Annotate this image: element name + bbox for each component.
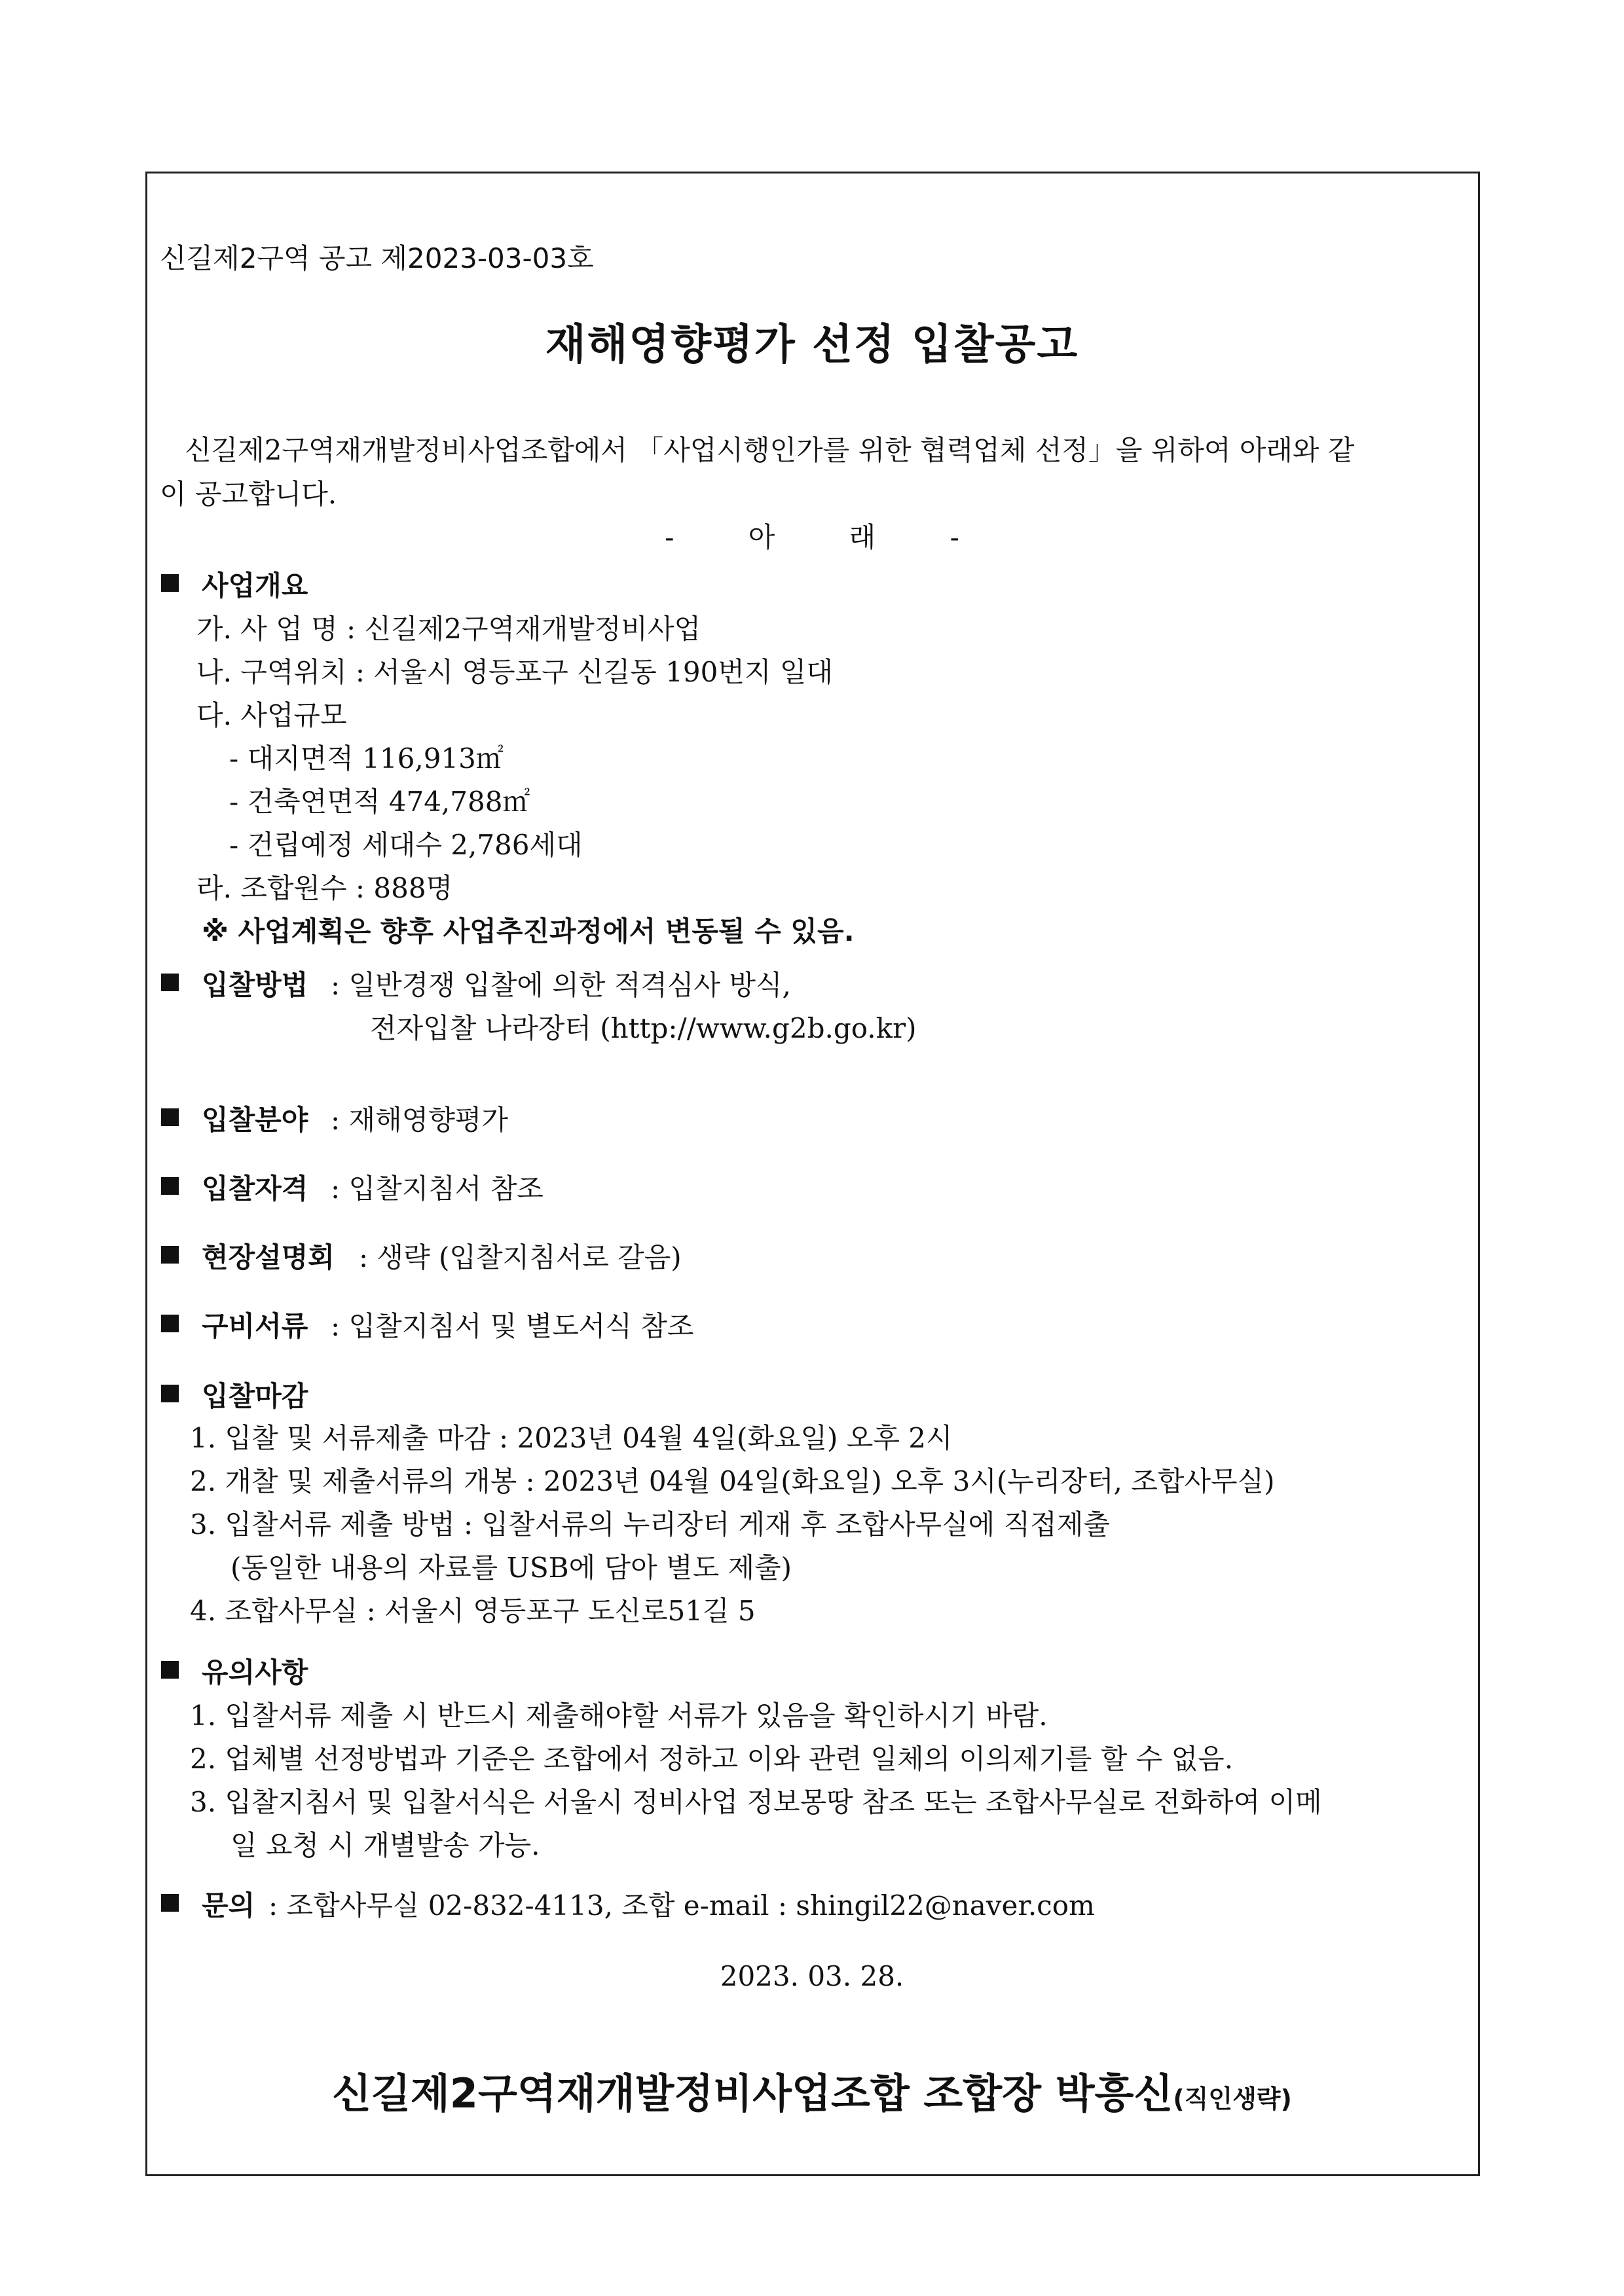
bid-qualification-value: : 입찰지침서 참조 xyxy=(331,1173,544,1205)
page-title: 재해영향평가 선정 입찰공고 xyxy=(545,321,1079,369)
bullet-square-icon xyxy=(161,1894,179,1912)
signature-main: 신길제2구역재개발정비사업조합 조합장 박흥신 xyxy=(332,2069,1173,2117)
list-item: 1. 입찰 및 서류제출 마감 : 2023년 04월 4일(화요일) 오후 2시 xyxy=(190,1422,953,1454)
list-item: 일 요청 시 개별발송 가능. xyxy=(231,1829,540,1861)
list-item: (동일한 내용의 자료를 USB에 담아 별도 제출) xyxy=(231,1552,792,1584)
list-item: 3. 입찰지침서 및 입찰서식은 서울시 정비사업 정보몽땅 참조 또는 조합사무실로 전화하여 이메 xyxy=(190,1786,1322,1818)
bullet-square-icon xyxy=(161,974,179,991)
bullet-square-icon xyxy=(161,574,179,592)
section-heading-contact: 문의 xyxy=(202,1889,255,1922)
bullet-square-icon xyxy=(161,1177,179,1195)
list-item: 다. 사업규모 xyxy=(196,699,347,731)
list-item: 2. 개찰 및 제출서류의 개봉 : 2023년 04월 04일(화요일) 오후 3시(누리장터, 조합사무실) xyxy=(190,1465,1275,1497)
notice-date: 2023. 03. 28. xyxy=(720,1960,904,1992)
signature-seal-omitted: (직인생략) xyxy=(1173,2085,1292,2113)
intro-line-2: 이 공고합니다. xyxy=(160,478,337,510)
list-item: 1. 입찰서류 제출 시 반드시 제출해야할 서류가 있음을 확인하시기 바람. xyxy=(190,1700,1048,1732)
bullet-square-icon xyxy=(161,1246,179,1264)
list-item: 4. 조합사무실 : 서울시 영등포구 도신로51길 5 xyxy=(190,1595,756,1627)
bid-method-line-1: : 일반경쟁 입찰에 의한 적격심사 방식, xyxy=(331,969,791,1001)
list-item: 가. 사 업 명 : 신길제2구역재개발정비사업 xyxy=(196,613,701,645)
section-heading-notes: 유의사항 xyxy=(202,1656,308,1688)
section-heading-bid-deadline: 입찰마감 xyxy=(202,1380,308,1412)
bullet-square-icon xyxy=(161,1108,179,1126)
list-item: 3. 입찰서류 제출 방법 : 입찰서류의 누리장터 게재 후 조합사무실에 직접제출 xyxy=(190,1508,1110,1540)
list-item: - 대지면적 116,913㎡ xyxy=(229,742,504,774)
section-heading-bid-method: 입찰방법 xyxy=(202,969,308,1001)
section-heading-bid-qualification: 입찰자격 xyxy=(202,1173,308,1205)
bullet-square-icon xyxy=(161,1661,179,1679)
bullet-square-icon xyxy=(161,1385,179,1402)
list-item: - 건축연면적 474,788㎡ xyxy=(229,786,530,818)
contact-value: : 조합사무실 02-832-4113, 조합 e-mail : shingil22@naver.com xyxy=(268,1889,1095,1922)
section-heading-business-overview: 사업개요 xyxy=(202,570,308,602)
section-heading-required-docs: 구비서류 xyxy=(202,1310,308,1342)
bid-field-value: : 재해영향평가 xyxy=(331,1104,508,1136)
list-item: 2. 업체별 선정방법과 기준은 조합에서 정하고 이와 관련 일체의 이의제기를 할 수 없음. xyxy=(190,1743,1234,1775)
notice-number: 신길제2구역 공고 제2023-03-03호 xyxy=(160,242,594,274)
bullet-square-icon xyxy=(161,1315,179,1332)
list-item: 라. 조합원수 : 888명 xyxy=(196,872,453,904)
bid-method-line-2: 전자입찰 나라장터 (http://www.g2b.go.kr) xyxy=(370,1012,917,1044)
list-item: 나. 구역위치 : 서울시 영등포구 신길동 190번지 일대 xyxy=(196,656,833,688)
intro-line-1: 신길제2구역재개발정비사업조합에서 「사업시행인가를 위한 협력업체 선정」을 위하여 아래와 같 xyxy=(185,434,1355,466)
section-heading-bid-field: 입찰분야 xyxy=(202,1104,308,1136)
signature xyxy=(0,2061,1624,2119)
business-plan-note: ※ 사업계획은 향후 사업추진과정에서 변동될 수 있음. xyxy=(202,915,855,947)
list-item: - 건립예정 세대수 2,786세대 xyxy=(229,829,583,861)
required-docs-value: : 입찰지침서 및 별도서식 참조 xyxy=(331,1310,694,1342)
site-briefing-value: : 생략 (입찰지침서로 갈음) xyxy=(359,1241,682,1273)
below-marker: - 아 래 - xyxy=(665,521,959,553)
section-heading-site-briefing: 현장설명회 xyxy=(202,1241,335,1273)
